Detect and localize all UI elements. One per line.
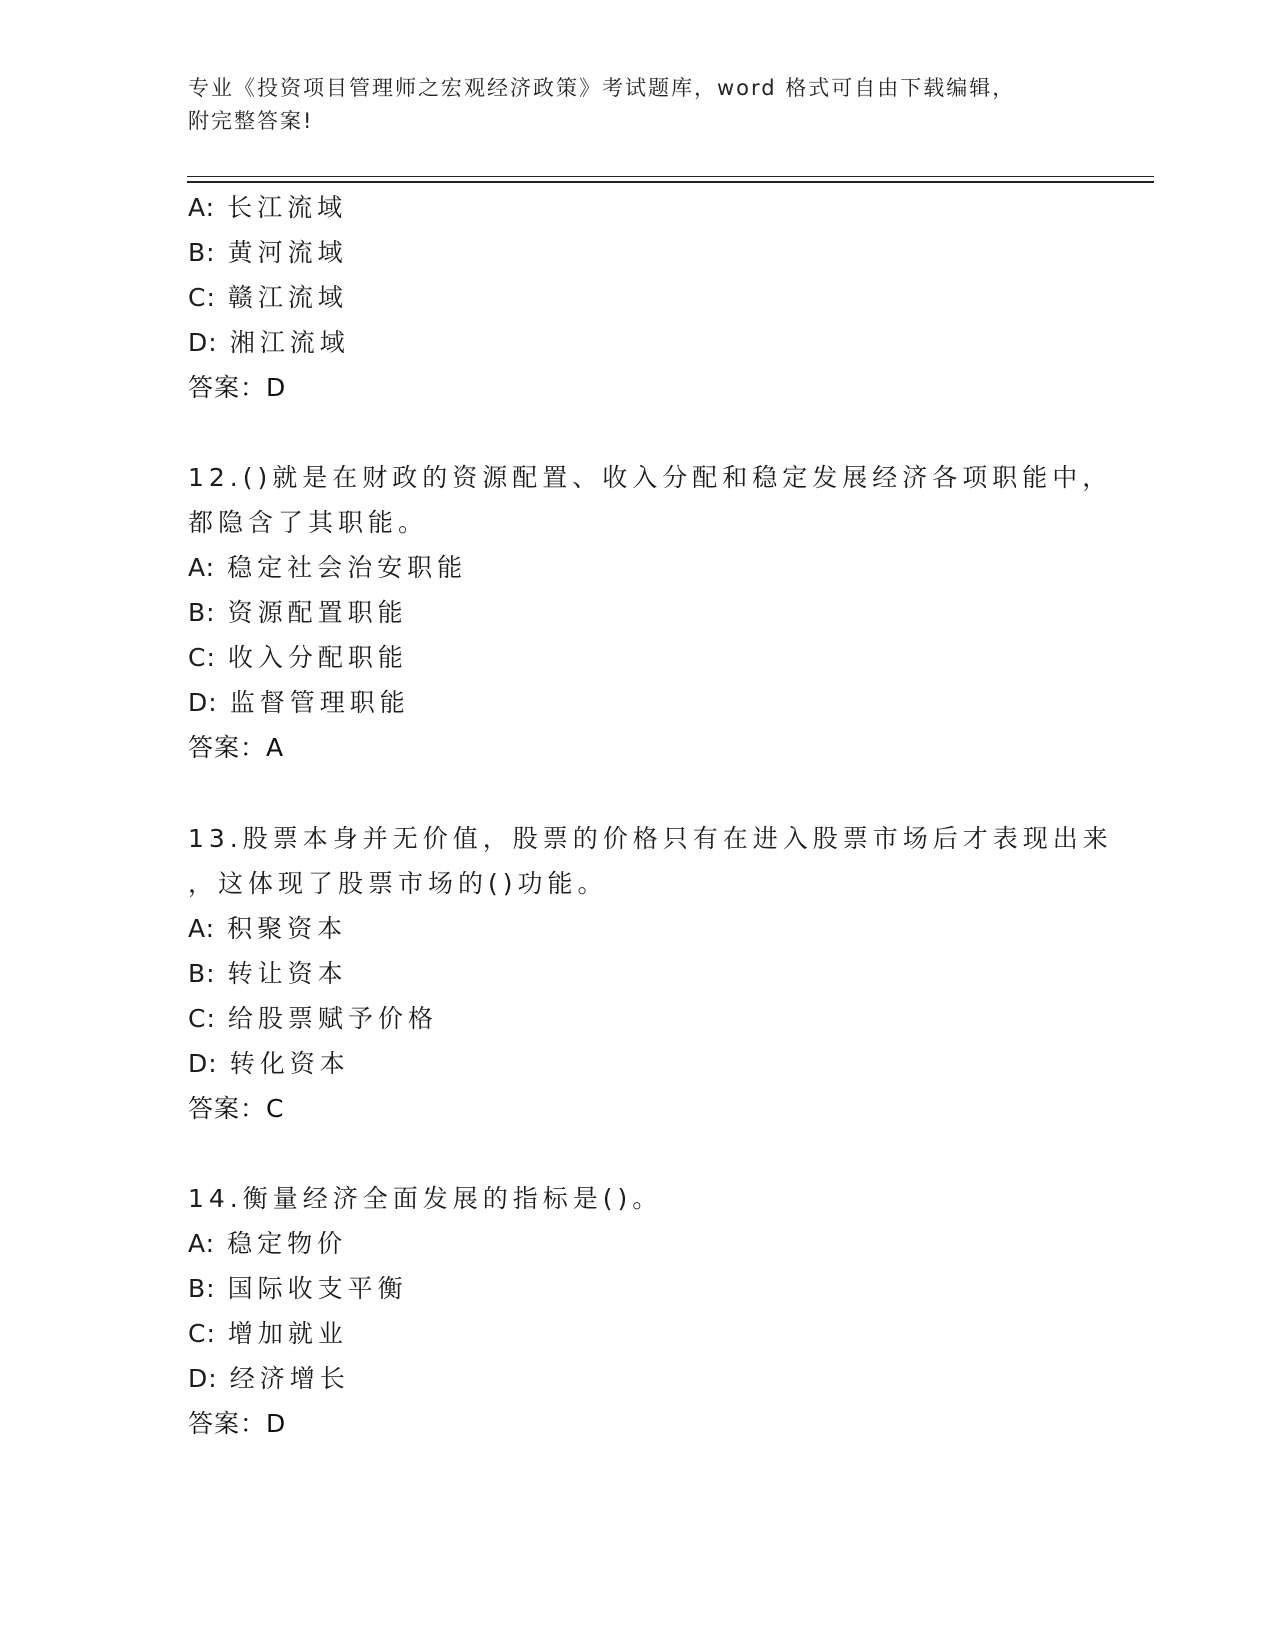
q13-stem-line-1: 13.股票本身并无价值，股票的价格只有在进入股票市场后才表现出来 <box>188 824 1113 853</box>
q12-option-c: C: 收入分配职能 <box>188 643 408 672</box>
q12-option-a: A: 稳定社会治安职能 <box>188 553 468 582</box>
q11-option-c: C: 赣江流域 <box>188 283 348 312</box>
q11-option-d: D: 湘江流域 <box>188 328 350 357</box>
q13-option-a: A: 积聚资本 <box>188 914 348 943</box>
header-divider-thin <box>187 176 1154 177</box>
q13-option-b: B: 转让资本 <box>188 959 348 988</box>
q13-option-d: D: 转化资本 <box>188 1049 350 1078</box>
q12-option-b: B: 资源配置职能 <box>188 598 408 627</box>
q12-stem-line-1: 12.()就是在财政的资源配置、收入分配和稳定发展经济各项职能中， <box>188 463 1113 492</box>
q13-stem-line-2: ，这体现了股票市场的()功能。 <box>188 869 608 898</box>
header-line-1: 专业《投资项目管理师之宏观经济政策》考试题库，word 格式可自由下载编辑， <box>188 76 1016 100</box>
q13-option-c: C: 给股票赋予价格 <box>188 1004 438 1033</box>
q14-option-b: B: 国际收支平衡 <box>188 1274 408 1303</box>
q12-answer: 答案：A <box>188 733 285 762</box>
q12-stem-line-2: 都隐含了其职能。 <box>188 508 429 537</box>
q14-stem-line-1: 14.衡量经济全面发展的指标是()。 <box>188 1184 663 1213</box>
q11-option-b: B: 黄河流域 <box>188 238 348 267</box>
q14-option-d: D: 经济增长 <box>188 1364 350 1393</box>
q13-answer: 答案：C <box>188 1094 285 1123</box>
header-divider-thick <box>187 181 1154 183</box>
q14-answer: 答案：D <box>188 1409 287 1438</box>
q14-option-a: A: 稳定物价 <box>188 1229 348 1258</box>
document-header <box>188 72 1088 138</box>
q12-option-d: D: 监督管理职能 <box>188 688 410 717</box>
q11-option-a: A: 长江流域 <box>188 193 348 222</box>
header-line-2: 附完整答案! <box>188 109 314 133</box>
q11-answer: 答案：D <box>188 373 287 402</box>
q14-option-c: C: 增加就业 <box>188 1319 348 1348</box>
